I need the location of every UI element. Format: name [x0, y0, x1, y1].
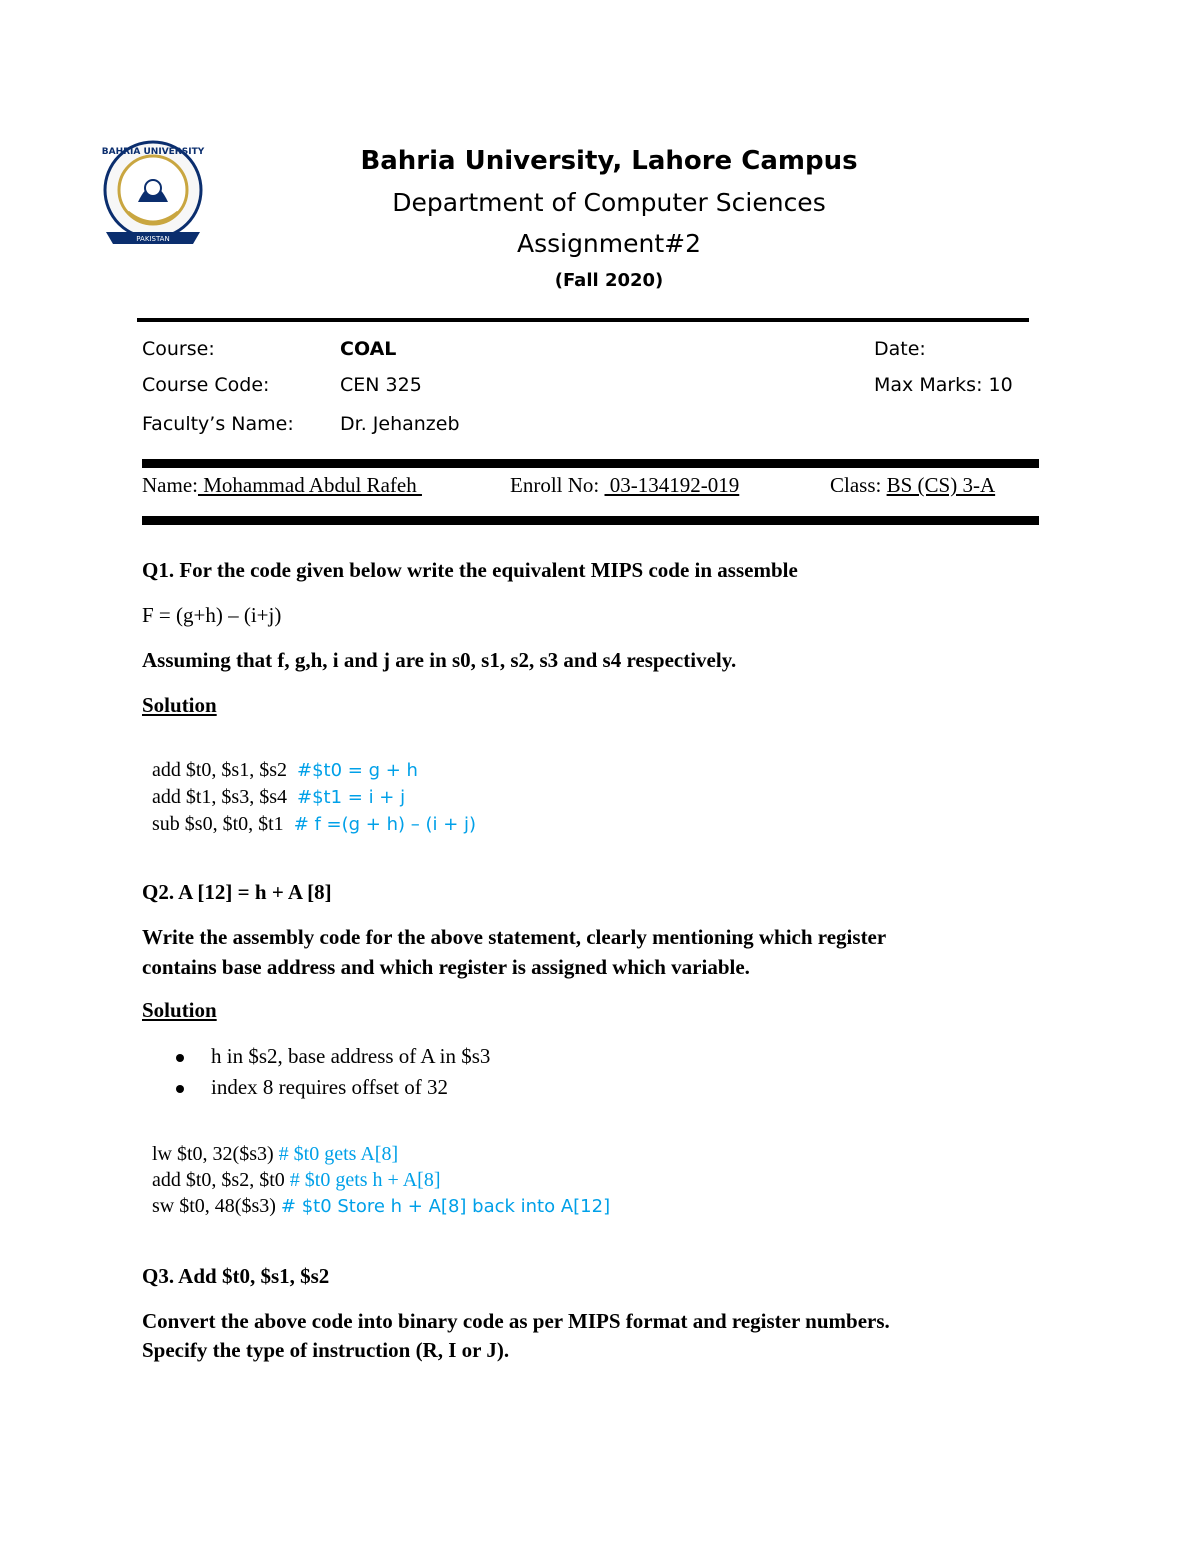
q1-code-line: [142, 790, 476, 836]
q1-assumption: Assuming that f, g,h, i and j are in s0, s1, s2, s3 and s4 respectively.: [142, 648, 737, 672]
svg-text:BAHRIA UNIVERSITY: BAHRIA UNIVERSITY: [101, 147, 205, 157]
code-comment: # f =(g + h) – (i + j): [293, 814, 477, 835]
faculty-value: Dr. Jehanzeb: [340, 413, 460, 435]
enroll-label: Enroll No:: [510, 473, 600, 497]
name-label: Name:: [142, 473, 198, 497]
name-value: Mohammad Abdul Rafeh: [197, 473, 422, 497]
bullet-icon: [176, 1085, 184, 1093]
bullet-icon: [176, 1054, 184, 1062]
code-instr: sub $s0, $t0, $t1: [152, 813, 294, 835]
code-comment: # $t0 Store h + A[8] back into A[12]: [280, 1196, 611, 1217]
q2-line1: Write the assembly code for the above statement, clearly mentioning which register: [142, 925, 887, 949]
student-name: [142, 473, 422, 498]
code-comment: # $t0 gets h + A[8]: [289, 1169, 441, 1191]
date-label: Date:: [874, 338, 926, 360]
code-instr: add $t1, $s3, $s4: [152, 786, 297, 808]
q2-solution-label: Solution: [142, 998, 217, 1022]
course-code-label: Course Code:: [142, 374, 270, 396]
code-instr: sw $t0, 48($s3): [152, 1195, 281, 1217]
max-marks: Max Marks: 10: [874, 374, 1013, 396]
student-enroll: [510, 473, 739, 498]
code-comment: # $t0 gets A[8]: [278, 1143, 399, 1165]
q3-line2: Specify the type of instruction (R, I or J).: [142, 1338, 510, 1362]
code-comment: #$t0 = g + h: [297, 760, 418, 781]
class-label: Class:: [830, 473, 882, 497]
student-top-rule: [142, 459, 1039, 468]
code-comment: #$t1 = i + j: [297, 787, 406, 808]
code-instr: add $t0, $s1, $s2: [152, 759, 297, 781]
q3-line1: Convert the above code into binary code as per MIPS format and register numbers.: [142, 1309, 890, 1333]
q2-bullet: index 8 requires offset of 32: [211, 1075, 448, 1099]
q2-bullet: h in $s2, base address of A in $s3: [211, 1044, 491, 1068]
class-value: BS (CS) 3-A: [886, 473, 996, 497]
header-rule: [137, 318, 1029, 322]
q1-equation: F = (g+h) – (i+j): [142, 603, 282, 627]
student-class: [830, 473, 995, 498]
term-label: (Fall 2020): [554, 270, 664, 291]
student-bottom-rule: [142, 516, 1039, 525]
enroll-value: 03-134192-019: [604, 473, 740, 497]
department-title: Department of Computer Sciences: [392, 188, 826, 217]
course-value: COAL: [340, 338, 397, 360]
course-label: Course:: [142, 338, 215, 360]
course-code-value: CEN 325: [340, 374, 422, 396]
q2-prompt: Q2. A [12] = h + A [8]: [142, 880, 332, 904]
code-instr: lw $t0, 32($s3): [152, 1143, 279, 1165]
university-title: Bahria University, Lahore Campus: [360, 146, 858, 176]
q3-prompt: Q3. Add $t0, $s1, $s2: [142, 1264, 330, 1288]
code-instr: add $t0, $s2, $t0: [152, 1169, 290, 1191]
faculty-label: Faculty’s Name:: [142, 413, 294, 435]
q1-solution-label: Solution: [142, 693, 217, 717]
q2-line2: contains base address and which register is assigned which variable.: [142, 955, 750, 979]
q2-code-line: [142, 1172, 610, 1218]
svg-text:PAKISTAN: PAKISTAN: [136, 235, 170, 243]
assignment-title: Assignment#2: [516, 229, 702, 258]
q1-prompt: Q1. For the code given below write the equivalent MIPS code in assemble: [142, 558, 798, 582]
